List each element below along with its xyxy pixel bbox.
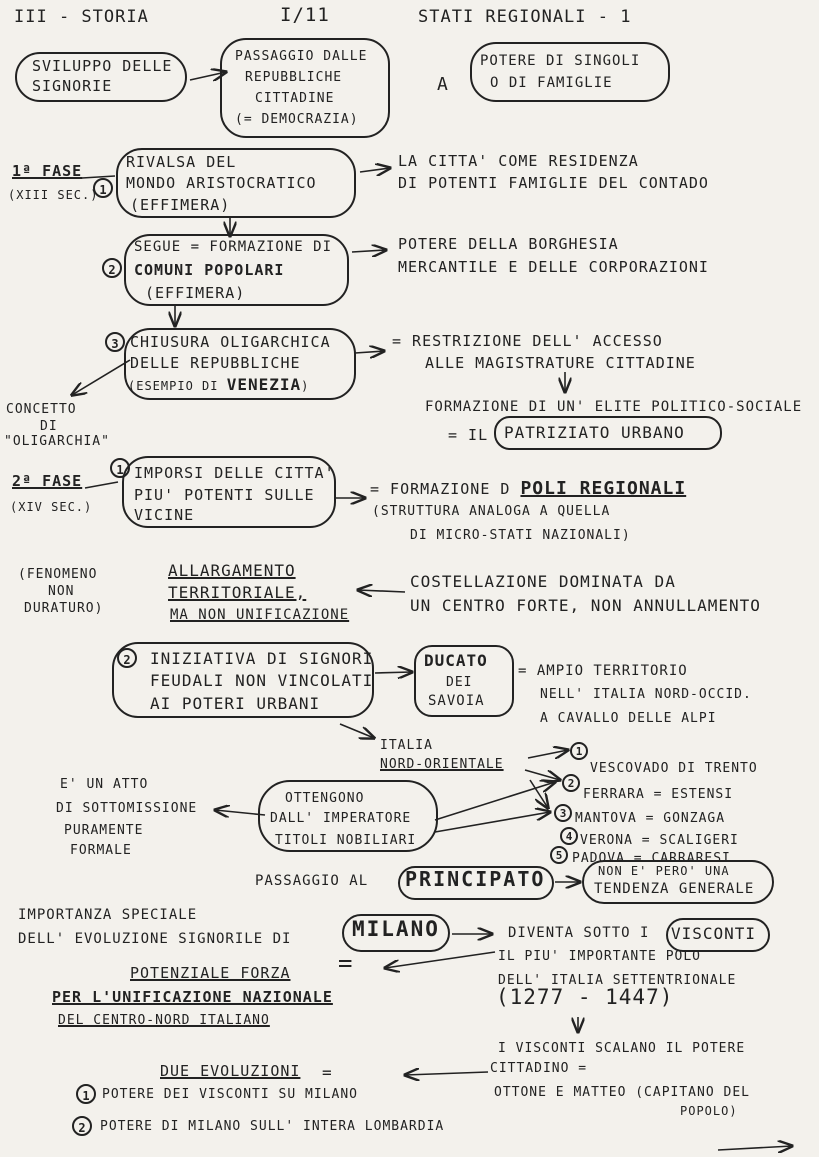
allargamento-line2: TERRITORIALE, [168,583,307,602]
ottengono-line2: DALL' IMPERATORE [270,811,412,826]
ducato-line1: DUCATO [424,651,488,670]
page-title: STATI REGIONALI - 1 [418,7,632,27]
evoluzione-number-badge: 1 [76,1084,96,1104]
years-label: (1277 - 1447) [496,985,674,1009]
passaggio-line3: CITTADINE [255,91,335,106]
importanza-line2: DELL' EVOLUZIONE SIGNORILE DI [18,931,292,947]
formazione-poli: = FORMAZIONE D POLI REGIONALI [370,478,687,499]
borghesia-line2: MERCANTILE E DELLE CORPORAZIONI [398,258,709,276]
potere-line2: O DI FAMIGLIE [490,75,613,91]
atto-line1: E' UN ATTO [60,777,149,792]
city-number-badge: 5 [550,846,568,864]
patriziato-prefix: = IL [448,426,489,444]
diventa-prefix: DIVENTA SOTTO I [508,925,650,941]
fase1-century: (XIII SEC.) [8,188,99,202]
ottengono-line1: OTTENGONO [285,791,365,806]
principato-label: PRINCIPATO [405,867,546,891]
city-number-badge: 4 [560,827,578,845]
italia-line2: NORD-ORIENTALE [380,757,504,772]
ottone-line1: OTTONE E MATTEO (CAPITANO DEL [494,1085,750,1100]
fase2-century: (XIV SEC.) [10,500,93,514]
city-item: VERONA = SCALIGERI [580,833,739,848]
ducato-line2: DEI [446,675,473,690]
polo-line2: DELL' ITALIA SETTENTRIONALE [498,973,737,988]
fenomeno-line1: (FENOMENO [18,567,98,582]
ottone-line2: POPOLO) [680,1104,738,1118]
city-number-badge: 1 [570,742,588,760]
fase2-label: 2ª FASE [12,472,83,490]
tendenza-line2: TENDENZA GENERALE [594,881,755,897]
rivalsa-line3: (EFFIMERA) [130,196,231,214]
city-number-badge: 3 [554,804,572,822]
city-item: VESCOVADO DI TRENTO [590,761,758,776]
equals-sign: = [338,949,354,977]
imporsi-line3: VICINE [134,506,195,524]
step-number-badge: 1 [110,458,130,478]
citta-residenza-line1: LA CITTA' COME RESIDENZA [398,152,639,170]
potenziale-line2: PER L'UNIFICAZIONE NAZIONALE [52,988,333,1006]
comuni-line2: COMUNI POPOLARI [134,261,285,279]
visconti-label: VISCONTI [671,924,757,943]
section-label: III - STORIA [14,7,149,27]
ottengono-line3: TITOLI NOBILIARI [275,833,417,848]
fenomeno-line2: NON [48,584,75,599]
costellazione-line2: UN CENTRO FORTE, NON ANNULLAMENTO [410,596,761,615]
restrizione-line2: ALLE MAGISTRATURE CITTADINE [425,354,696,372]
iniziativa-line1: INIZIATIVA DI SIGNORI [150,649,374,668]
potenziale-line3: DEL CENTRO-NORD ITALIANO [58,1013,270,1028]
ampio-line1: = AMPIO TERRITORIO [518,663,688,679]
struttura-line2: DI MICRO-STATI NAZIONALI) [410,528,631,543]
poli-regionali-label: POLI REGIONALI [520,478,687,499]
fenomeno-line3: DURATURO) [24,601,104,616]
comuni-line1: SEGUE = FORMAZIONE DI [134,239,333,255]
city-item: MANTOVA = GONZAGA [575,811,726,826]
concetto-line3: "OLIGARCHIA" [4,434,110,449]
step-number-badge: 2 [102,258,122,278]
chiusura-line2: DELLE REPUBBLICHE [130,354,301,372]
struttura-line1: (STRUTTURA ANALOGA A QUELLA [372,504,611,519]
ampio-line2: NELL' ITALIA NORD-OCCID. [540,687,752,702]
potere-line1: POTERE DI SINGOLI [480,53,641,69]
importanza-line1: IMPORTANZA SPECIALE [18,907,198,923]
sviluppo-line1: SVILUPPO DELLE [32,57,173,75]
imporsi-line1: IMPORSI DELLE CITTA' [134,464,335,482]
venezia-label: VENEZIA [226,375,302,394]
step-number-badge: 3 [105,332,125,352]
polo-line1: IL PIU' IMPORTANTE POLO [498,949,702,964]
sviluppo-line2: SIGNORIE [32,77,113,95]
city-number-badge: 2 [562,774,580,792]
chiusura-example: (ESEMPIO DI VENEZIA) [128,375,310,394]
passaggio-principato-prefix: PASSAGGIO AL [255,873,369,889]
atto-line4: FORMALE [70,843,132,858]
citta-residenza-line2: DI POTENTI FAMIGLIE DEL CONTADO [398,174,709,192]
restrizione-line1: = RESTRIZIONE DELL' ACCESSO [392,332,663,350]
tendenza-line1: NON E' PERO' UNA [598,864,730,878]
fase1-label: 1ª FASE [12,162,83,180]
allargamento-line1: ALLARGAMENTO [168,561,296,580]
potere-box [470,42,670,102]
equals-sign: = [322,1063,333,1082]
evoluzione-item: POTERE DI MILANO SULL' INTERA LOMBARDIA [100,1119,445,1134]
step-number-badge: 1 [93,178,113,198]
due-evoluzioni-label: DUE EVOLUZIONI [160,1062,301,1080]
rivalsa-line2: MONDO ARISTOCRATICO [126,174,317,192]
ducato-line3: SAVOIA [428,693,485,709]
passaggio-line4: (= DEMOCRAZIA) [235,112,359,127]
atto-line2: DI SOTTOMISSIONE [56,801,198,816]
concetto-line2: DI [40,419,58,434]
potenziale-line1: POTENZIALE FORZA [130,964,291,982]
borghesia-line1: POTERE DELLA BORGHESIA [398,235,619,253]
allargamento-line3: MA NON UNIFICAZIONE [170,607,350,623]
passaggio-line2: REPUBBLICHE [245,70,343,85]
chiusura-line1: CHIUSURA OLIGARCHICA [130,333,331,351]
elite-line: FORMAZIONE DI UN' ELITE POLITICO-SOCIALE [425,399,803,415]
step-number-badge: 2 [117,648,137,668]
city-item: FERRARA = ESTENSI [583,787,734,802]
iniziativa-line2: FEUDALI NON VINCOLATI [150,671,374,690]
city-item: PADOVA = CARRARESI [572,851,731,866]
passaggio-line1: PASSAGGIO DALLE [235,49,368,64]
patriziato-label: PATRIZIATO URBANO [504,423,685,442]
evoluzione-item: POTERE DEI VISCONTI SU MILANO [102,1087,358,1102]
evoluzione-number-badge: 2 [72,1116,92,1136]
ampio-line3: A CAVALLO DELLE ALPI [540,711,717,726]
milano-label: MILANO [352,917,440,941]
scalano-line1: I VISCONTI SCALANO IL POTERE [498,1041,746,1056]
page-number: I/11 [280,4,330,26]
italia-line1: ITALIA [380,738,433,753]
a-connector: A [437,74,449,95]
iniziativa-line3: AI POTERI URBANI [150,694,321,713]
scalano-line2: CITTADINO = [490,1061,588,1076]
atto-line3: PURAMENTE [64,823,144,838]
costellazione-line1: COSTELLAZIONE DOMINATA DA [410,572,676,591]
comuni-line3: (EFFIMERA) [145,284,246,302]
rivalsa-line1: RIVALSA DEL [126,153,237,171]
imporsi-line2: PIU' POTENTI SULLE [134,486,315,504]
concetto-line1: CONCETTO [6,402,77,417]
